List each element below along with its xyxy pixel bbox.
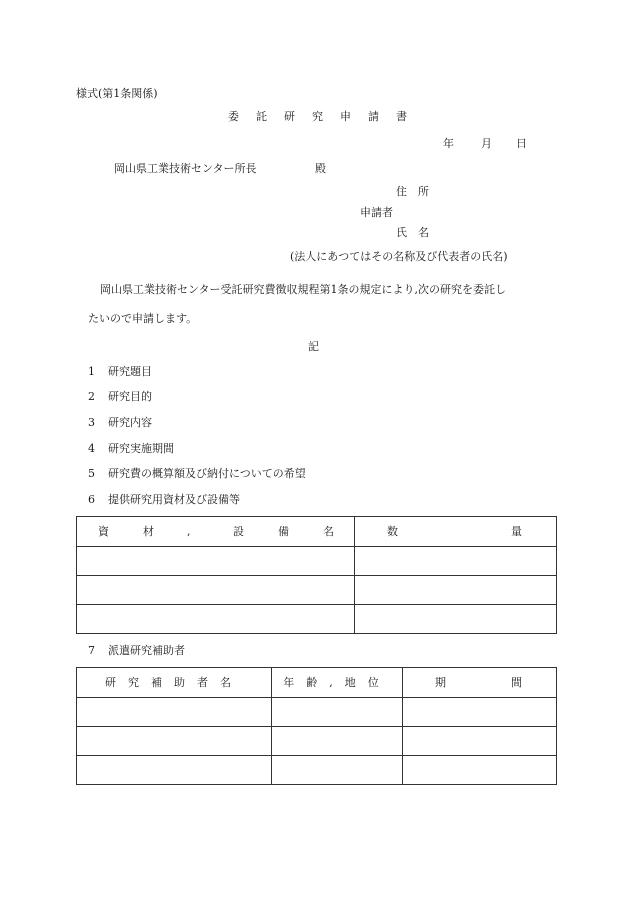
address-label: 住 所 [396,185,429,198]
header-text: 期 [435,675,446,689]
materials-cell[interactable] [77,547,355,576]
table-row [77,605,557,634]
addressee: 岡山県工業技術センター所長 [114,162,257,175]
table-row [77,698,557,727]
item-number: 6 [88,493,95,506]
header-age-position [272,668,403,698]
header-text: 数 [387,524,398,538]
corporate-note: (法人にあつてはその名称及び代表者の氏名) [290,250,508,263]
name-label: 氏 名 [396,226,429,239]
item-label: 研究内容 [108,416,152,429]
body-text-line2: たいので申請します。 [88,312,198,325]
body-text-line1: 岡山県工業技術センター受託研究費徴収規程第1条の規定により,次の研究を委託し [100,283,507,296]
ki-heading: 記 [308,340,319,353]
item-label: 派遣研究補助者 [108,644,185,657]
header-period [403,668,557,698]
style-label: 様式(第1条関係) [76,87,158,100]
header-text: 名 [323,524,334,538]
date-year-label: 年 [443,137,454,150]
age-position-cell[interactable] [272,727,403,756]
period-cell[interactable] [403,727,557,756]
applicant-label: 申請者 [360,206,393,219]
item-label: 研究費の概算額及び納付についての希望 [108,467,306,480]
item-label: 提供研究用資材及び設備等 [108,493,240,506]
table-row [77,576,557,605]
item-number: 7 [88,644,95,657]
period-cell[interactable] [403,756,557,785]
header-text: , [187,524,191,538]
materials-cell[interactable] [77,605,355,634]
item-number: 1 [88,365,95,378]
quantity-cell[interactable] [355,605,557,634]
materials-table [76,516,557,634]
header-text: 材 [143,524,154,538]
period-cell[interactable] [403,698,557,727]
header-text: 資 [98,524,109,538]
header-text: 間 [511,675,522,689]
item-number: 2 [88,390,95,403]
quantity-cell[interactable] [355,576,557,605]
age-position-cell[interactable] [272,698,403,727]
header-text: 研究補助者名 [105,676,243,689]
item-number: 3 [88,416,95,429]
item-number: 4 [88,442,95,455]
quantity-cell[interactable] [355,547,557,576]
assistant-name-cell[interactable] [77,756,272,785]
header-quantity [355,517,557,547]
item-label: 研究実施期間 [108,442,174,455]
table-header-row [77,517,557,547]
item-number: 5 [88,467,95,480]
date-day-label: 日 [516,137,527,150]
header-materials-equipment [77,517,355,547]
header-text: 備 [278,524,289,538]
item-label: 研究目的 [108,390,152,403]
item-label: 研究題目 [108,365,152,378]
assistants-table [76,667,557,785]
table-row [77,756,557,785]
materials-cell[interactable] [77,576,355,605]
table-header-row [77,668,557,698]
header-text: 年齢,地位 [283,676,391,689]
date-month-label: 月 [481,137,492,150]
table-row [77,727,557,756]
header-assistant-name [77,668,272,698]
header-text: 設 [233,524,244,538]
form-title: 委託研究申請書 [228,110,424,123]
assistant-name-cell[interactable] [77,727,272,756]
age-position-cell[interactable] [272,756,403,785]
header-text: 量 [511,524,522,538]
table-row [77,547,557,576]
honorific: 殿 [315,162,326,175]
assistant-name-cell[interactable] [77,698,272,727]
